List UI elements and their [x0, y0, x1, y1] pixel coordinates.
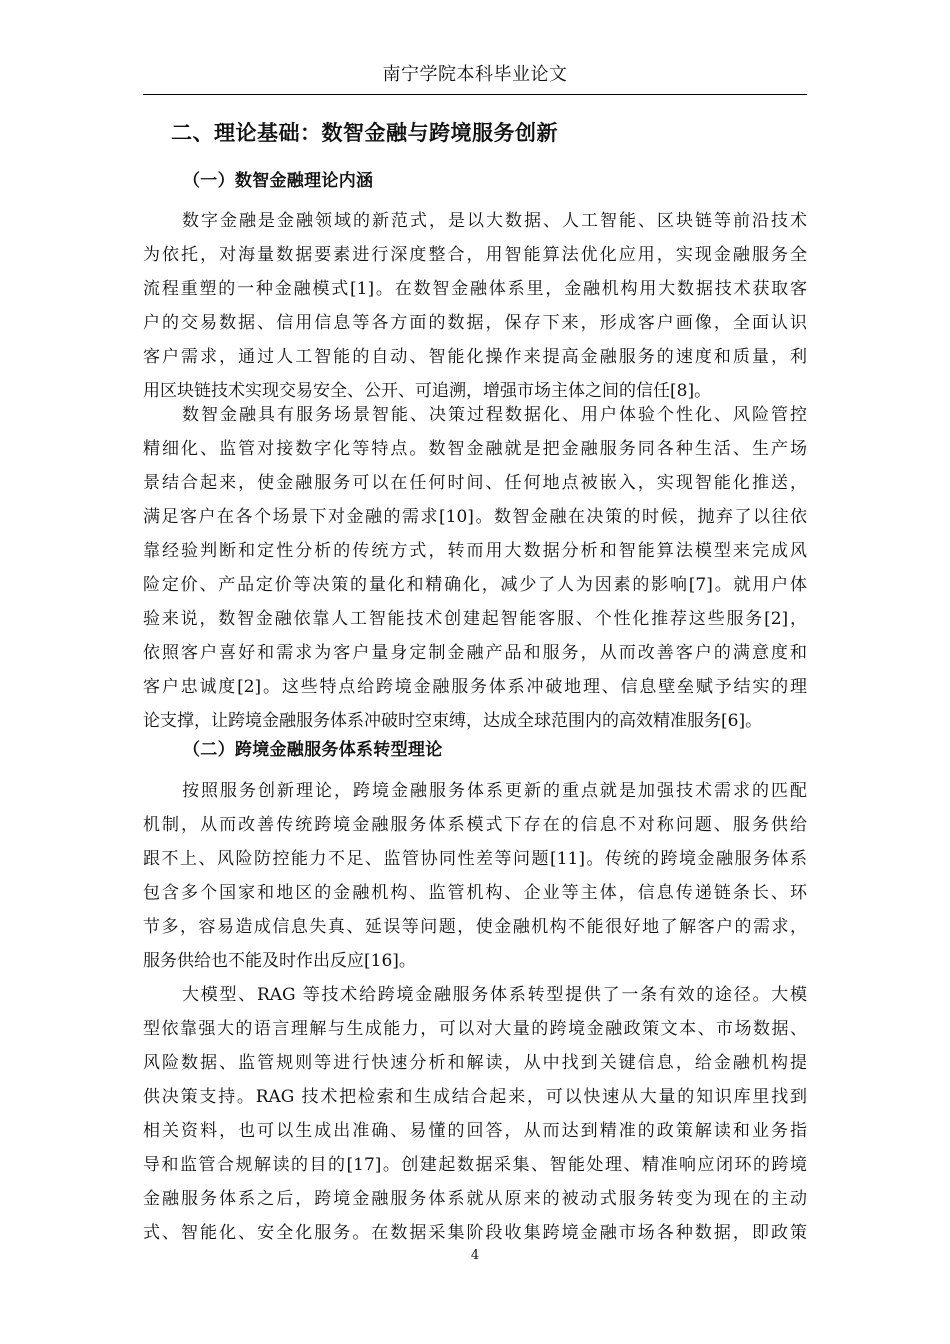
paragraph-line: 服务供给也不能及时作出反应[16]。 — [143, 951, 416, 971]
paragraph-line: 客户需求，通过人工智能的自动、智能化操作来提高金融服务的速度和质量，利 — [143, 347, 807, 367]
paragraph-3 — [143, 774, 807, 978]
paragraph-line: 包含多个国家和地区的金融机构、监管机构、企业等主体，信息传递链条长、环 — [143, 883, 807, 903]
paragraph-line: 险定价、产品定价等决策的量化和精确化，减少了人为因素的影响[7]。就用户体 — [143, 575, 807, 595]
header-rule — [143, 94, 807, 95]
subsection-title-1: （一）数智金融理论内涵 — [183, 171, 374, 191]
page-header: 南宁学院本科毕业论文 — [382, 64, 568, 85]
paragraph-line: 满足客户在各个场景下对金融的需求[10]。数智金融在决策的时候，抛弃了以往依 — [143, 507, 807, 527]
paragraph-1 — [143, 204, 807, 408]
paragraph-line: 户的交易数据、信用信息等各方面的数据，保存下来，形成客户画像，全面认识 — [143, 313, 807, 333]
section-title: 二、理论基础：数智金融与跨境服务创新 — [171, 121, 558, 145]
paragraph-line: 用区块链技术实现交易安全、公开、可追溯，增强市场主体之间的信任[8]。 — [143, 381, 712, 401]
paragraph-line: 相关资料，也可以生成出准确、易懂的回答，从而达到精准的政策解读和业务指 — [143, 1121, 807, 1141]
paragraph-line: 金融服务体系之后，跨境金融服务体系就从原来的被动式服务转变为现在的主动 — [143, 1189, 807, 1209]
paragraph-line: 数字金融是金融领域的新范式，是以大数据、人工智能、区块链等前沿技术 — [182, 211, 807, 231]
subsection-title-2: （二）跨境金融服务体系转型理论 — [183, 740, 443, 760]
paragraph-line: 节多，容易造成信息失真、延误等问题，使金融机构不能很好地了解客户的需求， — [143, 917, 807, 937]
paragraph-4 — [143, 978, 807, 1250]
paragraph-line: 跟不上、风险防控能力不足、监管协同性差等问题[11]。传统的跨境金融服务体系 — [143, 849, 807, 869]
paragraph-line: 依照客户喜好和需求为客户量身定制金融产品和服务，从而改善客户的满意度和 — [143, 643, 807, 663]
paragraph-line: 按照服务创新理论，跨境金融服务体系更新的重点就是加强技术需求的匹配 — [182, 781, 807, 801]
paragraph-line: 客户忠诚度[2]。这些特点给跨境金融服务体系冲破地理、信息壁垒赋予结实的理 — [143, 677, 807, 697]
paragraph-line: 数智金融具有服务场景智能、决策过程数据化、用户体验个性化、风险管控 — [182, 405, 807, 425]
paragraph-line: 导和监管合规解读的目的[17]。创建起数据采集、智能处理、精准响应闭环的跨境 — [143, 1155, 807, 1175]
paragraph-line: 流程重塑的一种金融模式[1]。在数智金融体系里，金融机构用大数据技术获取客 — [143, 279, 807, 299]
paragraph-line: 景结合起来，使金融服务可以在任何时间、任何地点被嵌入，实现智能化推送， — [143, 473, 807, 493]
paragraph-line: 风险数据、监管规则等进行快速分析和解读，从中找到关键信息，给金融机构提 — [143, 1053, 807, 1073]
paragraph-line: 靠经验判断和定性分析的传统方式，转而用大数据分析和智能算法模型来完成风 — [143, 541, 807, 561]
paragraph-line: 为依托，对海量数据要素进行深度整合，用智能算法优化应用，实现金融服务全 — [143, 245, 807, 265]
paragraph-line: 精细化、监管对接数字化等特点。数智金融就是把金融服务同各种生活、生产场 — [143, 439, 807, 459]
paragraph-line: 式、智能化、安全化服务。在数据采集阶段收集跨境金融市场各种数据，即政策 — [143, 1223, 807, 1243]
paragraph-line: 验来说，数智金融依靠人工智能技术创建起智能客服、个性化推荐这些服务[2]， — [143, 609, 807, 629]
paragraph-2 — [143, 398, 807, 738]
paragraph-line: 论支撑，让跨境金融服务体系冲破时空束缚，达成全球范围内的高效精准服务[6]。 — [143, 711, 763, 731]
page-number: 4 — [470, 1248, 480, 1263]
paragraph-line: 供决策支持。RAG 技术把检索和生成结合起来，可以快速从大量的知识库里找到 — [143, 1087, 807, 1107]
paragraph-line: 大模型、RAG 等技术给跨境金融服务体系转型提供了一条有效的途径。大模 — [182, 985, 807, 1005]
paragraph-line: 型依靠强大的语言理解与生成能力，可以对大量的跨境金融政策文本、市场数据、 — [143, 1019, 807, 1039]
paragraph-line: 机制，从而改善传统跨境金融服务体系模式下存在的信息不对称问题、服务供给 — [143, 815, 807, 835]
